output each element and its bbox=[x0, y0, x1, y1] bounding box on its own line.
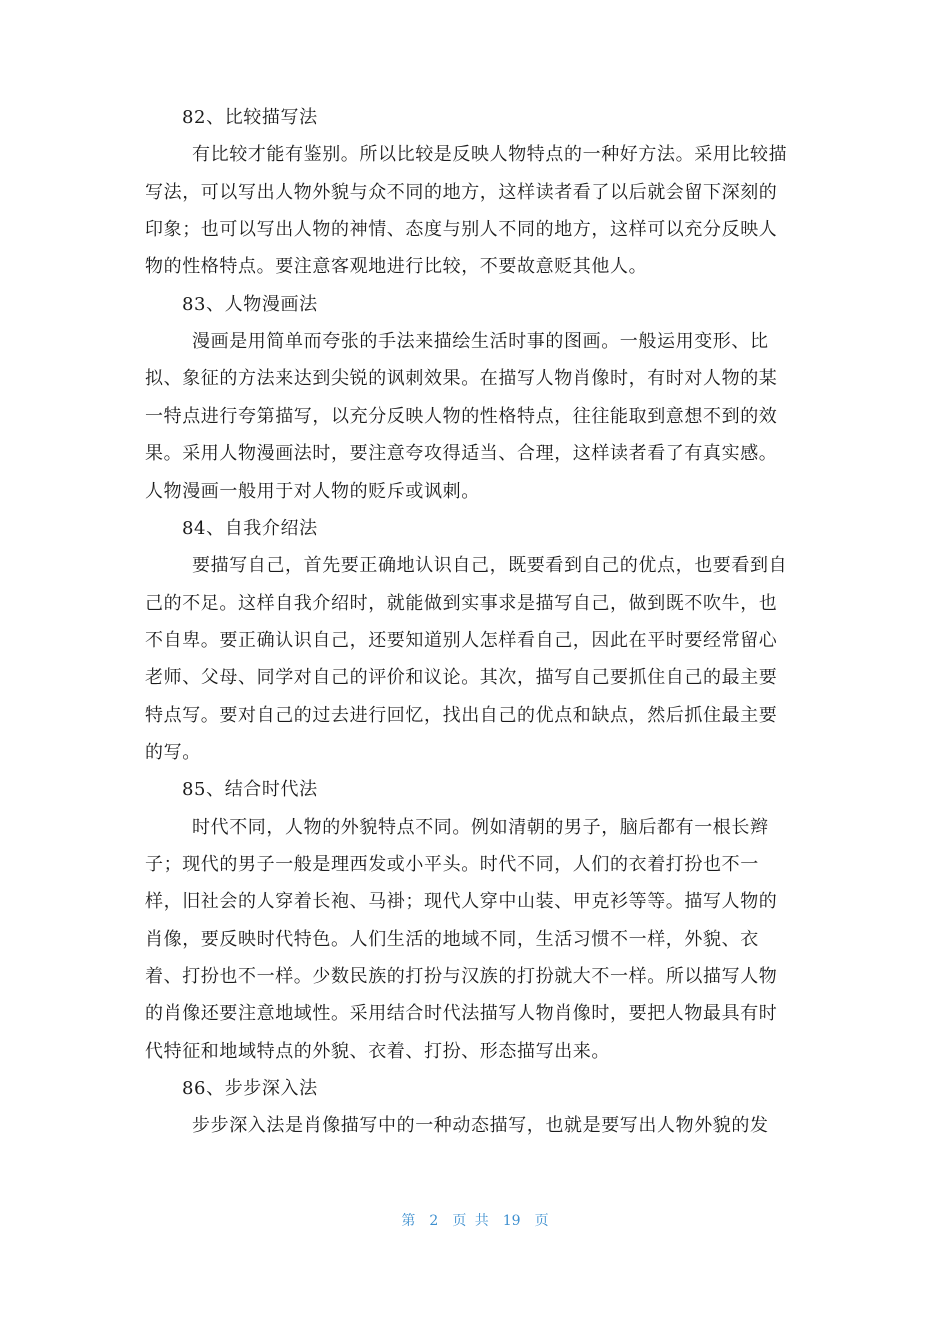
paragraph-line: 写法，可以写出人物外貌与众不同的地方，这样读者看了以后就会留下深刻的 bbox=[145, 181, 778, 203]
paragraph-line: 不自卑。要正确认识自己，还要知道别人怎样看自己，因此在平时要经常留心 bbox=[145, 629, 778, 651]
paragraph-line: 肖像，要反映时代特色。人们生活的地域不同，生活习惯不一样，外貌、衣 bbox=[145, 928, 759, 950]
paragraph-line: 老师、父母、同学对自己的评价和议论。其次，描写自己要抓住自己的最主要 bbox=[145, 667, 778, 689]
paragraph-line: 有比较才能有鉴别。所以比较是反映人物特点的一种好方法。采用比较描 bbox=[192, 144, 788, 166]
paragraph-line: 代特征和地域特点的外貌、衣着、打扮、形态描写出来。 bbox=[145, 1040, 610, 1062]
paragraph-line: 特点写。要对自己的过去进行回忆，找出自己的优点和缺点，然后抓住最主要 bbox=[145, 704, 778, 726]
footer-suffix: 页 bbox=[534, 1213, 549, 1229]
paragraph-line: 要描写自己，首先要正确地认识自己，既要看到自己的优点，也要看到自 bbox=[192, 555, 788, 577]
paragraph-line: 时代不同，人物的外貌特点不同。例如清朝的男子，脑后都有一根长辫 bbox=[192, 816, 769, 838]
paragraph-line: 果。采用人物漫画法时，要注意夸攻得适当、合理，这样读者看了有真实感。 bbox=[145, 443, 778, 465]
section-heading: 83、人物漫画法 bbox=[182, 293, 318, 315]
footer-middle: 页 共 bbox=[452, 1213, 489, 1229]
section-heading: 84、自我介绍法 bbox=[182, 517, 318, 539]
section-heading: 85、结合时代法 bbox=[182, 779, 318, 801]
paragraph-line: 人物漫画一般用于对人物的贬斥或讽刺。 bbox=[145, 480, 480, 502]
paragraph-line: 物的性格特点。要注意客观地进行比较，不要故意贬其他人。 bbox=[145, 256, 648, 278]
paragraph-line: 着、打扮也不一样。少数民族的打扮与汉族的打扮就大不一样。所以描写人物 bbox=[145, 966, 778, 988]
paragraph-line: 子；现代的男子一般是理西发或小平头。时代不同，人们的衣着打扮也不一 bbox=[145, 854, 759, 875]
paragraph-line: 的肖像还要注意地域性。采用结合时代法描写人物肖像时，要把人物最具有时 bbox=[145, 1003, 778, 1025]
section-heading: 82、比较描写法 bbox=[182, 107, 318, 128]
paragraph-line: 一特点进行夸第描写，以充分反映人物的性格特点，往往能取到意想不到的效 bbox=[145, 405, 778, 427]
paragraph-line: 样，旧社会的人穿着长袍、马褂；现代人穿中山装、甲克衫等等。描写人物的 bbox=[145, 891, 778, 913]
paragraph-line: 漫画是用简单而夸张的手法来描绘生活时事的图画。一般运用变形、比 bbox=[192, 331, 769, 353]
paragraph-line: 己的不足。这样自我介绍时，就能做到实事求是描写自己，做到既不吹牛，也 bbox=[145, 592, 778, 614]
paragraph-line: 拟、象征的方法来达到尖锐的讽刺效果。在描写人物肖像时，有时对人物的某 bbox=[145, 368, 778, 390]
footer-total-pages: 19 bbox=[502, 1213, 521, 1229]
paragraph-line: 步步深入法是肖像描写中的一种动态描写，也就是要写出人物外貌的发 bbox=[192, 1115, 769, 1137]
page-footer bbox=[0, 1210, 950, 1230]
paragraph-line: 的写。 bbox=[145, 741, 201, 763]
footer-prefix: 第 bbox=[401, 1213, 416, 1229]
paragraph-line: 印象；也可以写出人物的神情、态度与别人不同的地方，这样可以充分反映人 bbox=[145, 219, 778, 241]
footer-current-page: 2 bbox=[429, 1213, 439, 1229]
section-heading: 86、步步深入法 bbox=[182, 1078, 318, 1100]
